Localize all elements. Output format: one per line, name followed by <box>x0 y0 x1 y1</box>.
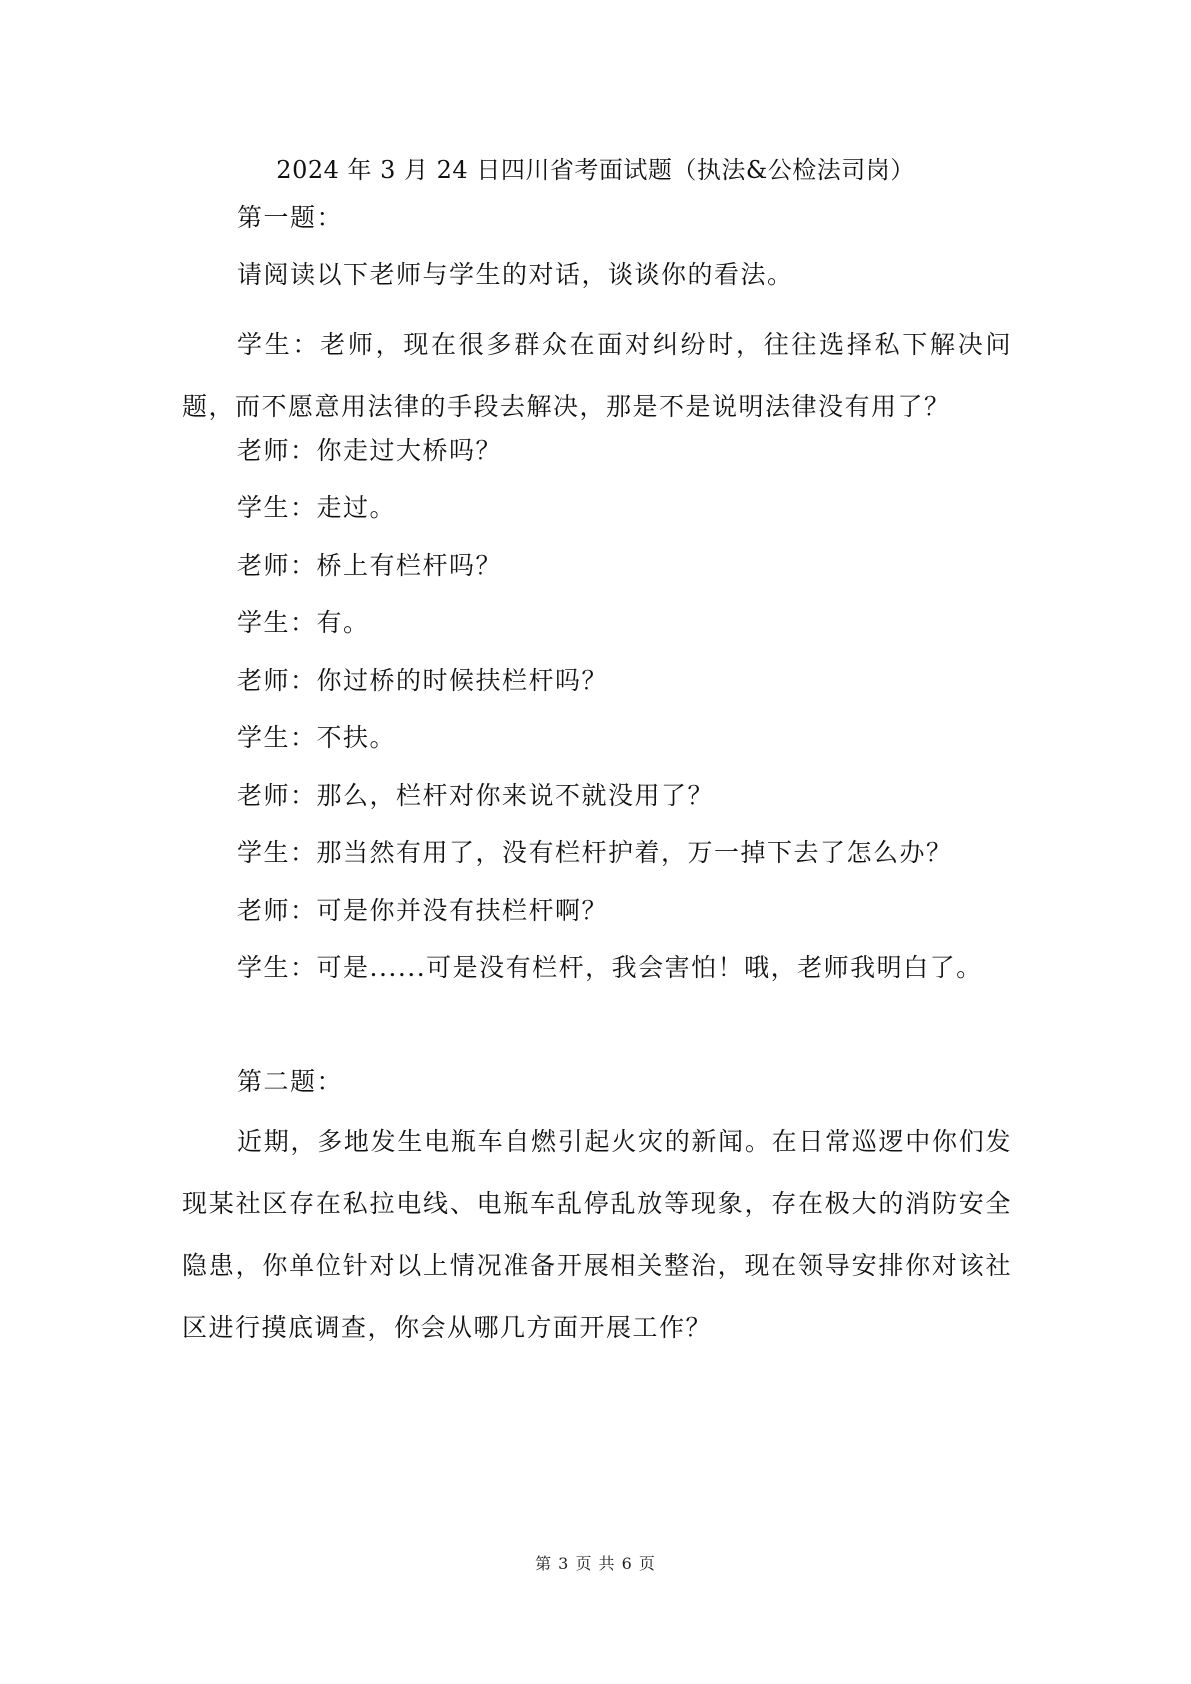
question-1-intro: 请阅读以下老师与学生的对话，谈谈你的看法。 <box>237 260 794 289</box>
question-2-heading: 第二题： <box>237 1067 344 1096</box>
dialogue-line-1: 学生：老师，现在很多群众在面对纠纷时，往往选择私下解决问题，而不愿意用法律的手段去解决，那是不是说明法律没有用了？ <box>182 330 1012 421</box>
dialogue-line-5: 学生：有。 <box>237 608 370 637</box>
question-2-body: 近期，多地发生电瓶车自燃引起火灾的新闻。在日常巡逻中你们发现某社区存在私拉电线、电瓶车乱停乱放等现象，存在极大的消防安全隐患，你单位针对以上情况准备开展相关整治，现在领导安排你对该社区进行摸底调查，你会从哪几方面开展工作？ <box>182 1127 1012 1342</box>
dialogue-line-10: 老师：可是你并没有扶栏杆啊？ <box>237 896 609 925</box>
dialogue-line-2: 老师：你走过大桥吗？ <box>237 436 503 465</box>
dialogue-line-4: 老师：桥上有栏杆吗？ <box>237 551 503 580</box>
dialogue-line-8: 老师：那么，栏杆对你来说不就没用了？ <box>237 781 715 810</box>
dialogue-line-3: 学生：走过。 <box>237 493 397 522</box>
dialogue-line-9: 学生：那当然有用了，没有栏杆护着，万一掉下去了怎么办？ <box>237 838 953 867</box>
document-title: 2024 年 3 月 24 日四川省考面试题（执法&公检法司岗） <box>276 156 915 184</box>
question-1-heading: 第一题： <box>237 203 344 232</box>
dialogue-line-6: 老师：你过桥的时候扶栏杆吗？ <box>237 666 609 695</box>
dialogue-line-7: 学生：不扶。 <box>237 723 397 752</box>
page-number-footer: 第 3 页 共 6 页 <box>535 1554 656 1573</box>
dialogue-line-11: 学生：可是......可是没有栏杆，我会害怕！哦，老师我明白了。 <box>237 953 983 982</box>
